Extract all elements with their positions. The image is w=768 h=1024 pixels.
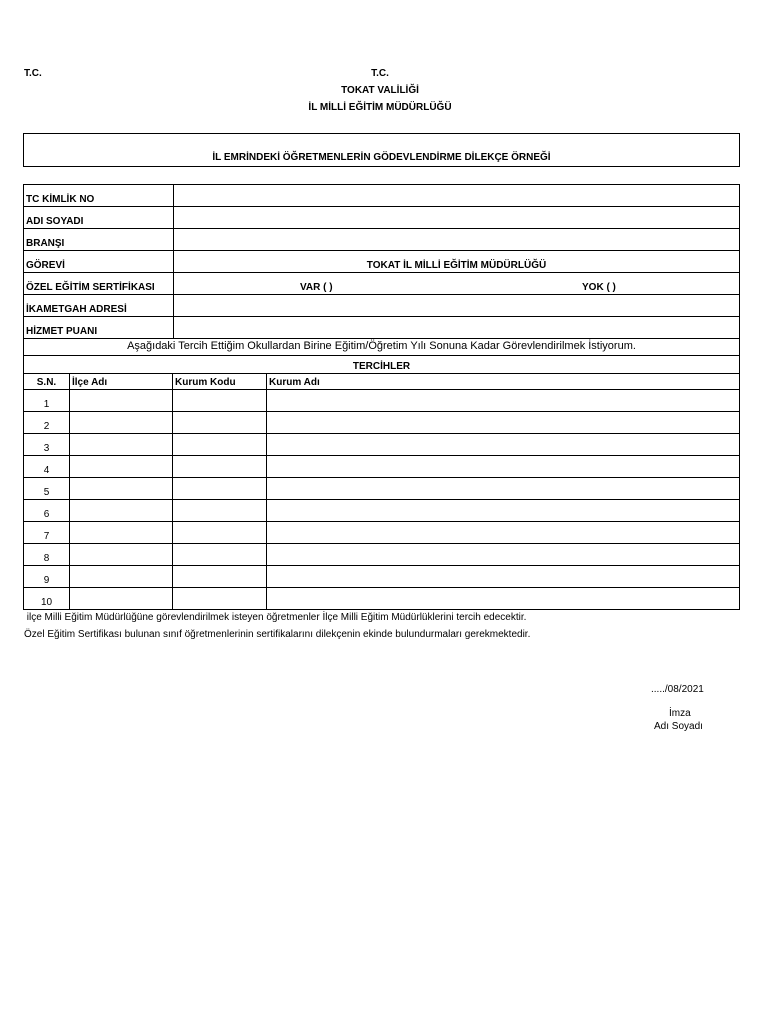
kurum-adi-cell[interactable] bbox=[267, 522, 740, 544]
ilce-adi-cell[interactable] bbox=[70, 412, 173, 434]
form-title-box bbox=[23, 133, 740, 167]
row-number: 8 bbox=[24, 544, 70, 566]
table-row bbox=[24, 434, 740, 456]
center-tc: T.C. bbox=[371, 68, 389, 79]
info-row-address bbox=[24, 295, 740, 317]
row-number: 1 bbox=[24, 390, 70, 412]
row-number: 10 bbox=[24, 588, 70, 610]
ilce-adi-cell[interactable] bbox=[70, 478, 173, 500]
kurum-adi-cell[interactable] bbox=[267, 566, 740, 588]
kurum-adi-cell[interactable] bbox=[267, 412, 740, 434]
header-kurum-adi: Kurum Adı bbox=[267, 374, 740, 390]
header-kurum-kodu: Kurum Kodu bbox=[173, 374, 267, 390]
table-row bbox=[24, 566, 740, 588]
signature-name: Adı Soyadı bbox=[654, 721, 703, 732]
kurum-adi-cell[interactable] bbox=[267, 588, 740, 610]
ilce-adi-cell[interactable] bbox=[70, 390, 173, 412]
table-row bbox=[24, 522, 740, 544]
info-row-certificate bbox=[24, 273, 740, 295]
ilce-adi-cell[interactable] bbox=[70, 544, 173, 566]
info-row-name bbox=[24, 207, 740, 229]
label-hizmet-puani: HİZMET PUANI bbox=[24, 317, 174, 339]
gorevi-field[interactable]: TOKAT İL MİLLİ EĞİTİM MÜDÜRLÜĞÜ bbox=[174, 251, 740, 273]
info-row-tc bbox=[24, 185, 740, 207]
note-ilce-preference: ilçe Milli Eğitim Müdürlüğüne görevlendirilmek isteyen öğretmenler İlçe Milli Eğitim Müdürlüklerini tercih edecektir. bbox=[24, 612, 527, 623]
label-ozel-egitim: ÖZEL EĞİTİM SERTİFİKASI bbox=[24, 273, 174, 295]
request-line-box bbox=[23, 338, 740, 355]
label-bransi: BRANŞI bbox=[24, 229, 174, 251]
kurum-kodu-cell[interactable] bbox=[173, 478, 267, 500]
tc-kimlik-field[interactable] bbox=[174, 185, 740, 207]
kurum-adi-cell[interactable] bbox=[267, 544, 740, 566]
kurum-kodu-cell[interactable] bbox=[173, 522, 267, 544]
kurum-adi-cell[interactable] bbox=[267, 434, 740, 456]
request-text: Aşağıdaki Tercih Ettiğim Okullardan Birine Eğitim/Öğretim Yılı Sonuna Kadar Görevlendirilmek İstiyorum. bbox=[127, 340, 636, 352]
preferences-title-row bbox=[24, 356, 740, 374]
directorate-title: İL MİLLİ EĞİTİM MÜDÜRLÜĞÜ bbox=[308, 102, 452, 113]
kurum-kodu-cell[interactable] bbox=[173, 544, 267, 566]
signature-date: ...../08/2021 bbox=[651, 684, 704, 695]
governorship-title: TOKAT VALİLİĞİ bbox=[341, 85, 419, 96]
row-number: 2 bbox=[24, 412, 70, 434]
certificate-var-option[interactable]: VAR ( ) bbox=[300, 282, 333, 293]
ilce-adi-cell[interactable] bbox=[70, 434, 173, 456]
ilce-adi-cell[interactable] bbox=[70, 456, 173, 478]
certificate-yok-option[interactable]: YOK ( ) bbox=[582, 282, 616, 293]
table-row bbox=[24, 588, 740, 610]
table-row bbox=[24, 390, 740, 412]
label-tc-kimlik: TC KİMLİK NO bbox=[24, 185, 174, 207]
row-number: 5 bbox=[24, 478, 70, 500]
left-tc: T.C. bbox=[24, 68, 42, 79]
form-title: İL EMRİNDEKİ ÖĞRETMENLERİN GÖDEVLENDİRME DİLEKÇE ÖRNEĞİ bbox=[212, 152, 551, 163]
kurum-adi-cell[interactable] bbox=[267, 390, 740, 412]
label-adi-soyadi: ADI SOYADI bbox=[24, 207, 174, 229]
kurum-kodu-cell[interactable] bbox=[173, 390, 267, 412]
table-row bbox=[24, 500, 740, 522]
table-row bbox=[24, 544, 740, 566]
kurum-kodu-cell[interactable] bbox=[173, 500, 267, 522]
kurum-adi-cell[interactable] bbox=[267, 478, 740, 500]
header-ilce-adi: İlçe Adı bbox=[70, 374, 173, 390]
preferences-header-row bbox=[24, 374, 740, 390]
kurum-kodu-cell[interactable] bbox=[173, 588, 267, 610]
table-row bbox=[24, 412, 740, 434]
kurum-kodu-cell[interactable] bbox=[173, 412, 267, 434]
signature-imza: İmza bbox=[669, 708, 691, 719]
kurum-kodu-cell[interactable] bbox=[173, 566, 267, 588]
ilce-adi-cell[interactable] bbox=[70, 588, 173, 610]
table-row bbox=[24, 478, 740, 500]
row-number: 3 bbox=[24, 434, 70, 456]
preferences-title: TERCİHLER bbox=[24, 356, 740, 374]
info-row-score bbox=[24, 317, 740, 339]
ilce-adi-cell[interactable] bbox=[70, 566, 173, 588]
certificate-options bbox=[174, 273, 740, 295]
kurum-kodu-cell[interactable] bbox=[173, 456, 267, 478]
personal-info-table bbox=[23, 184, 740, 339]
table-row bbox=[24, 456, 740, 478]
label-gorevi: GÖREVİ bbox=[24, 251, 174, 273]
kurum-adi-cell[interactable] bbox=[267, 456, 740, 478]
kurum-adi-cell[interactable] bbox=[267, 500, 740, 522]
row-number: 9 bbox=[24, 566, 70, 588]
bransi-field[interactable] bbox=[174, 229, 740, 251]
label-ikametgah: İKAMETGAH ADRESİ bbox=[24, 295, 174, 317]
row-number: 6 bbox=[24, 500, 70, 522]
info-row-branch bbox=[24, 229, 740, 251]
row-number: 7 bbox=[24, 522, 70, 544]
adi-soyadi-field[interactable] bbox=[174, 207, 740, 229]
ikametgah-field[interactable] bbox=[174, 295, 740, 317]
hizmet-puani-field[interactable] bbox=[174, 317, 740, 339]
note-certificate: Özel Eğitim Sertifikası bulunan sınıf öğretmenlerinin sertifikalarını dilekçenin ekinde bulundurmaları gerekmektedir. bbox=[24, 629, 531, 640]
row-number: 4 bbox=[24, 456, 70, 478]
ilce-adi-cell[interactable] bbox=[70, 522, 173, 544]
info-row-duty bbox=[24, 251, 740, 273]
ilce-adi-cell[interactable] bbox=[70, 500, 173, 522]
kurum-kodu-cell[interactable] bbox=[173, 434, 267, 456]
preferences-table bbox=[23, 355, 740, 610]
header-sn: S.N. bbox=[24, 374, 70, 390]
